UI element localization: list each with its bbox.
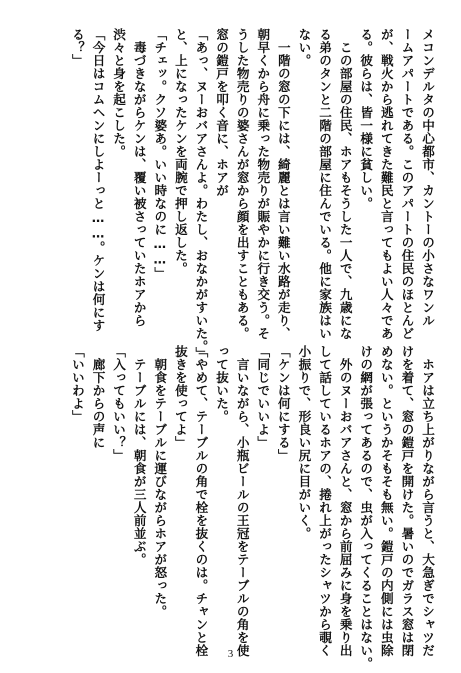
text-line: 朝食をテーブルに運びながらホアが怒った。 bbox=[152, 345, 168, 618]
text-line: 廊下からの声に bbox=[90, 345, 106, 449]
text-line: 小振りで、形良い尻に目がいく。 bbox=[296, 345, 312, 540]
text-line: る？」 bbox=[69, 28, 85, 67]
text-column-bottom bbox=[66, 345, 437, 670]
text-line: ホアは立ち上がりながら言うと、大急ぎでシャツだ bbox=[420, 345, 435, 657]
text-line: 窓の鎧戸を叩く音に、ホアが bbox=[214, 28, 230, 197]
text-line: ームアパートである。このアパートの住民のほとんど bbox=[399, 28, 415, 340]
text-line: 「今日はコムヘンにしよーっと……。ケンは何にす bbox=[90, 28, 106, 332]
text-line: うした物売りの婆さんが窓から顔を出すこともある。 bbox=[234, 28, 250, 340]
text-line: 「チェッ。クソ婆あ。いい時なのに……」 bbox=[152, 28, 168, 280]
text-line: 毒づきながらケンは、覆い被さっていたホアから bbox=[131, 28, 147, 327]
text-line: 「やめて、テーブルの角で栓を抜くのは。チャンと栓 bbox=[193, 345, 209, 657]
text-column-top bbox=[66, 28, 437, 360]
text-line: けを着て、窓の鎧戸を開けた。暑いのでガラス窓は閉 bbox=[399, 345, 415, 657]
text-line: が、戦火から逃れてきた難民と言ってもよい人々であ bbox=[378, 28, 394, 340]
text-line: る。彼らは、皆一様に貧しい。 bbox=[358, 28, 374, 210]
text-line: この部屋の住民、ホアもそうした一人で、九歳にな bbox=[337, 28, 353, 340]
text-line: って抜いた。 bbox=[214, 345, 230, 423]
text-line: 外のヌーおバアさんと、窓から前屈みに身を乗り出 bbox=[337, 345, 353, 657]
text-line: ない。 bbox=[296, 28, 312, 67]
text-line: る弟のタンと二階の部屋に住んでいる。他に家族はい bbox=[317, 28, 333, 340]
text-line: 「あっ、ヌーおバアさんよ。わたし、おなかがすいた。」 bbox=[193, 28, 209, 360]
text-line: 朝早くから舟に乗った物売りが賑やかに行き交う。そ bbox=[255, 28, 271, 340]
text-line: 「いいわよ」 bbox=[69, 345, 85, 423]
text-line: して話しているホアの、捲れ上がったシャツから覗く bbox=[317, 345, 333, 657]
text-line: 言いながら、小瓶ビールの王冠をテーブルの角を使 bbox=[234, 345, 250, 657]
text-line: と、上になったケンを両腕で押し返した。 bbox=[172, 28, 188, 275]
text-line: 渋々と身を起こした。 bbox=[111, 28, 127, 158]
page-number: 3 bbox=[227, 648, 234, 660]
text-line: 抜きを使ってよ」 bbox=[172, 345, 188, 449]
text-line: 「同じでいいよ」 bbox=[255, 345, 271, 449]
text-line: テーブルには、朝食が三人前並ぶ。 bbox=[131, 345, 147, 566]
text-line: けの網が張ってあるので、虫が入ってくることはない。 bbox=[358, 345, 374, 670]
text-line: めない。というかそもそも無い。鎧戸の内側には虫除 bbox=[378, 345, 394, 657]
text-line: 一階の窓の下には、綺麗とは言い難い水路が走り、 bbox=[275, 28, 291, 340]
text-line: 「入ってもいい？」 bbox=[111, 345, 127, 462]
text-line: 「ケンは何にする」 bbox=[275, 345, 291, 462]
text-line: メコンデルタの中心都市、カントーの小さなワンル bbox=[420, 28, 435, 327]
